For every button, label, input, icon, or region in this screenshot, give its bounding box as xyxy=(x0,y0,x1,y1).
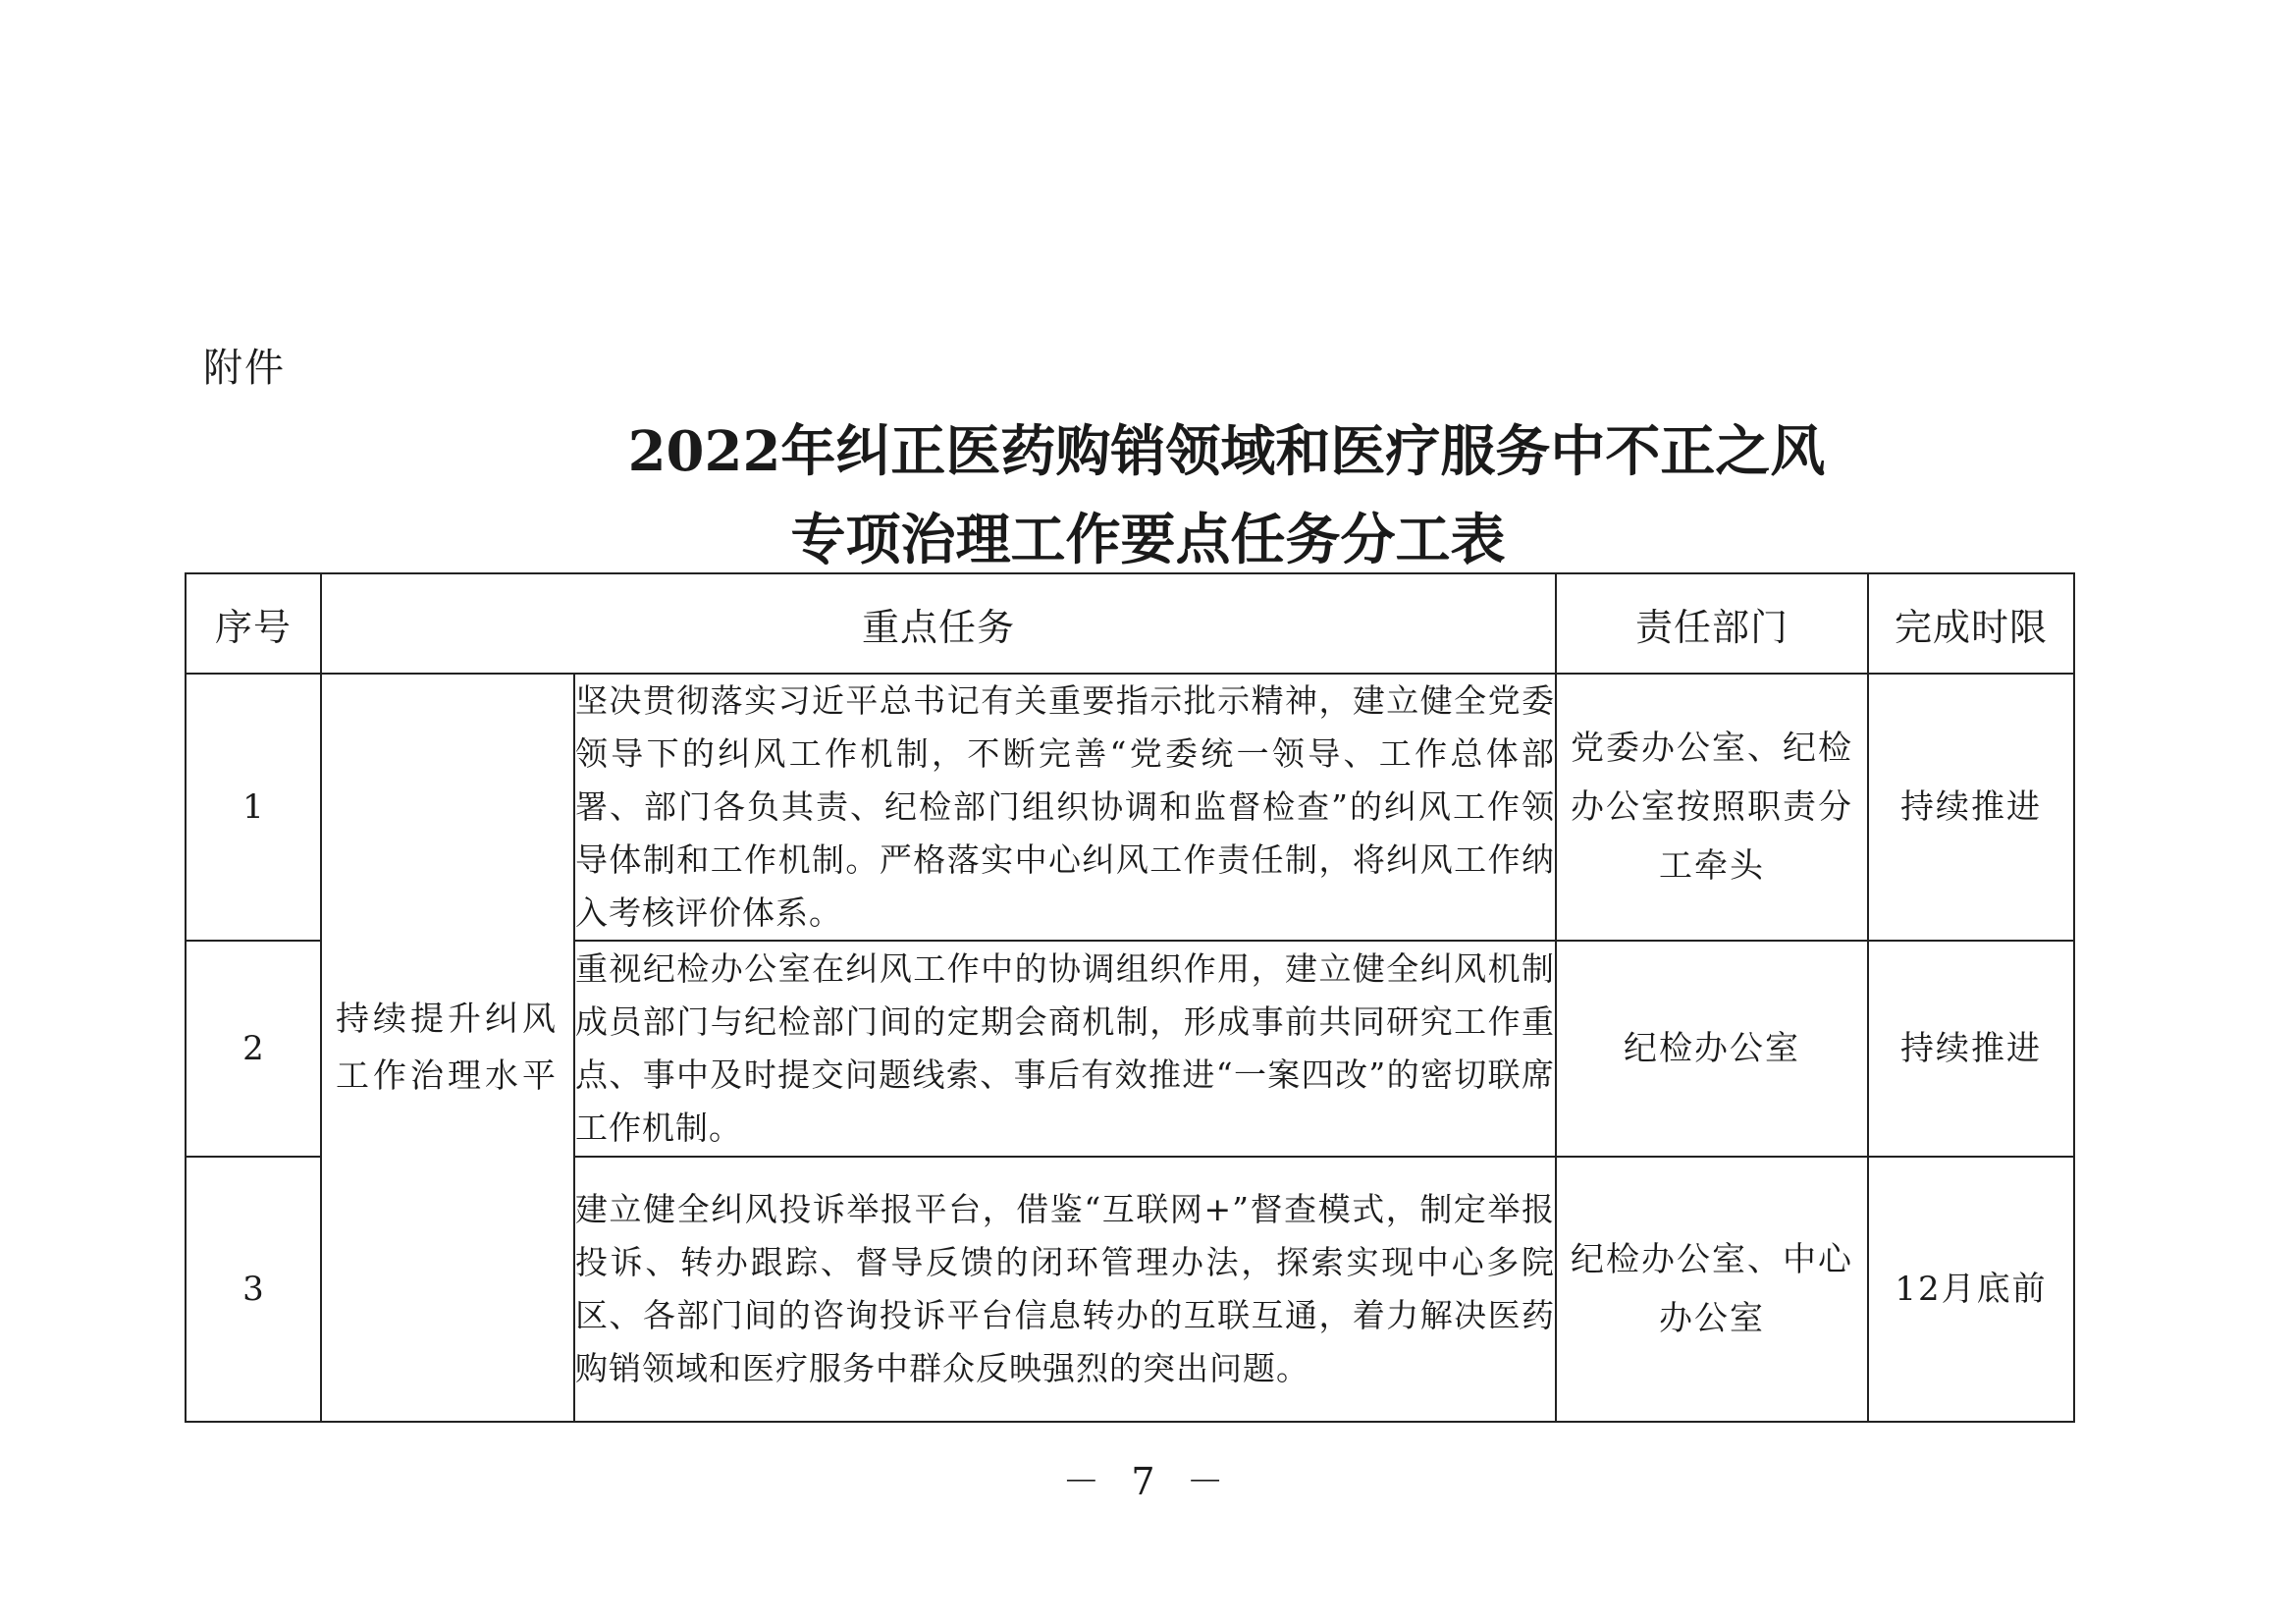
task-category: 持续提升纠风工作治理水平 xyxy=(321,674,574,1422)
responsible-department: 纪检办公室、中心办公室 xyxy=(1556,1157,1868,1422)
page-title-line2: 专项治理工作要点任务分工表 xyxy=(790,508,1506,572)
responsible-department: 纪检办公室 xyxy=(1556,941,1868,1157)
deadline: 持续推进 xyxy=(1868,674,2074,941)
task-description: 建立健全纠风投诉举报平台，借鉴“互联网+”督查模式，制定举报投诉、转办跟踪、督导反馈的闭环管理办法，探索实现中心多院区、各部门间的咨询投诉平台信息转办的互联互通，着力解决医药购销领域和医疗服务中群众反映强烈的突出问题。 xyxy=(574,1157,1556,1422)
page-title-line1: 2022年纠正医药购销领域和医疗服务中不正之风 xyxy=(627,419,1826,484)
header-no: 序号 xyxy=(186,573,321,674)
task-table xyxy=(185,572,2075,1423)
row-number: 1 xyxy=(186,674,321,941)
row-number: 2 xyxy=(186,941,321,1157)
deadline: 12月底前 xyxy=(1868,1157,2074,1422)
attachment-label: 附件 xyxy=(203,346,286,391)
header-due: 完成时限 xyxy=(1868,573,2074,674)
row-number: 3 xyxy=(186,1157,321,1422)
table-row xyxy=(186,674,2074,941)
deadline: 持续推进 xyxy=(1868,941,2074,1157)
table-header-row xyxy=(186,573,2074,674)
header-dept: 责任部门 xyxy=(1556,573,1868,674)
task-description: 坚决贯彻落实习近平总书记有关重要指示批示精神，建立健全党委领导下的纠风工作机制，不断完善“党委统一领导、工作总体部署、部门各负其责、纪检部门组织协调和监督检查”的纠风工作领导体制和工作机制。严格落实中心纠风工作责任制，将纠风工作纳入考核评价体系。 xyxy=(574,674,1556,941)
header-task: 重点任务 xyxy=(321,573,1556,674)
responsible-department: 党委办公室、纪检办公室按照职责分工牵头 xyxy=(1556,674,1868,941)
page-number: － 7 － xyxy=(1062,1460,1234,1503)
task-description: 重视纪检办公室在纠风工作中的协调组织作用，建立健全纠风机制成员部门与纪检部门间的定期会商机制，形成事前共同研究工作重点、事中及时提交问题线索、事后有效推进“一案四改”的密切联席工作机制。 xyxy=(574,941,1556,1157)
